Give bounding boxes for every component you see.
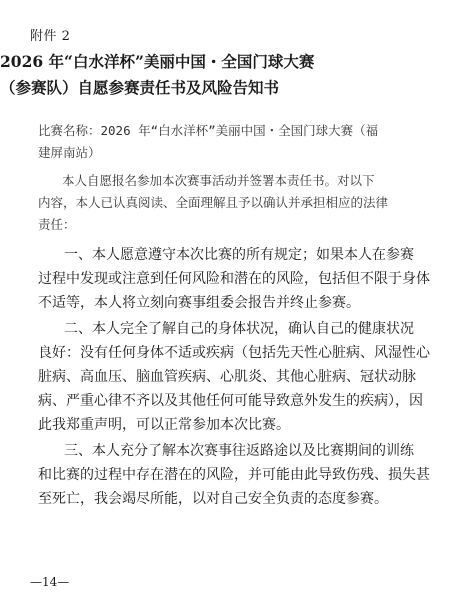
clause-2-line-1: 二、本人完全了解自己的身体状况，确认自己的健康状况 (64, 321, 414, 337)
document-title-line-1: 2026 年“白水洋杯”美丽中国・全国门球大赛 (0, 52, 315, 71)
clause-2-line-3: 脏病、高血压、脑血管疾病、心肌炎、其他心脏病、冠状动脉 (38, 369, 416, 385)
document-title-line-2: （参赛队）自愿参赛责任书及风险告知书 (0, 78, 280, 97)
page-number: —14— (30, 575, 70, 589)
clause-2-line-5: 此我郑重声明，可以正常参加本次比赛。 (38, 417, 290, 433)
clause-3-line-3: 至死亡，我会竭尽所能，以对自己安全负责的态度参赛。 (38, 491, 388, 507)
clause-1-line-1: 一、本人愿意遵守本次比赛的所有规定；如果本人在参赛 (64, 247, 414, 263)
intro-line-2: 内容，本人已认真阅读、全面理解且予以确认并承担相应的法律 (38, 195, 389, 210)
clause-3-line-2: 和比赛的过程中存在潜在的风险，并可能由此导致伤残、损失甚 (38, 467, 430, 483)
attachment-label: 附件 2 (30, 29, 71, 44)
clause-2-line-2: 良好：没有任何身体不适或疾病（包括先天性心脏病、风湿性心 (38, 345, 430, 361)
intro-line-1: 本人自愿报名参加本次赛事活动并签署本责任书。对以下 (62, 173, 375, 188)
clause-2-line-4: 病、严重心律不齐以及其他任何可能导致意外发生的疾病），因 (38, 393, 423, 409)
clause-3-line-1: 三、本人充分了解本次赛事往返路途以及比赛期间的训练 (64, 443, 414, 459)
intro-line-3: 责任： (38, 217, 76, 232)
clause-1-line-3: 不适等，本人将立刻向赛事组委会报告并终止参赛。 (38, 295, 360, 311)
event-name-line-1: 比赛名称：2026 年“白水洋杯”美丽中国・全国门球大赛（福 (38, 123, 379, 138)
event-name-line-2: 建屏南站） (38, 145, 101, 160)
clause-1-line-2: 过程中发现或注意到任何风险和潜在的风险，包括但不限于身体 (38, 271, 430, 287)
